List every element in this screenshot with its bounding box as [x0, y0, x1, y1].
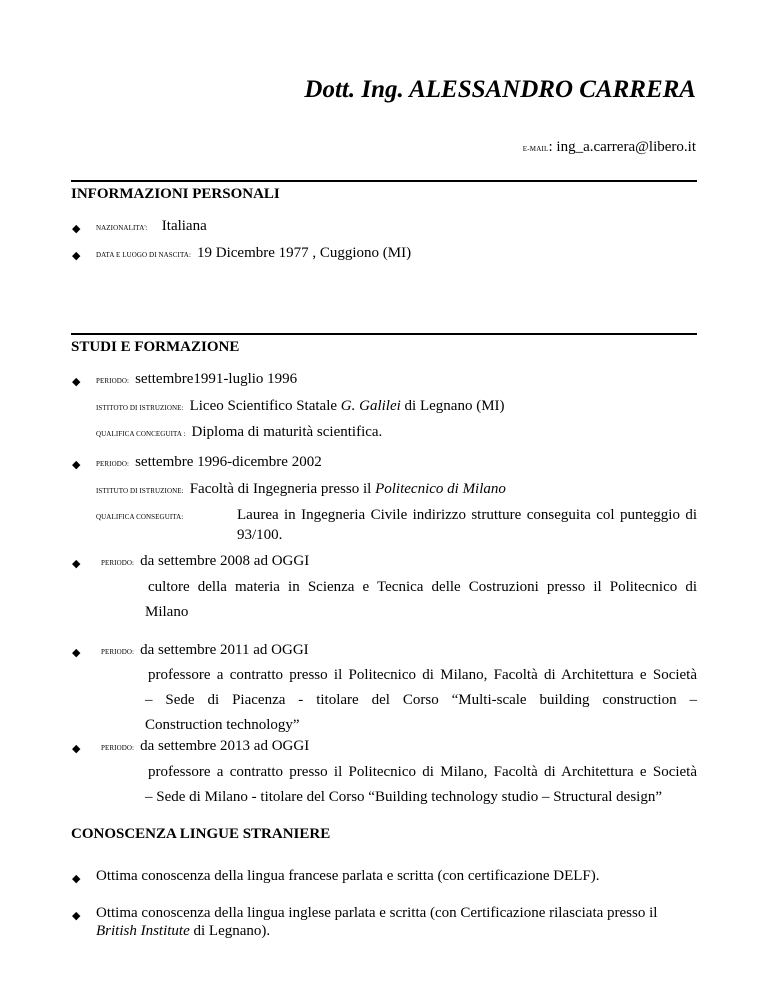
entry5-desc-line2: – Sede di Milano - titolare del Corso “Building technology studio – Structural design” — [145, 789, 663, 805]
diamond-bullet-icon: ◆ — [72, 910, 81, 922]
entry1-period — [96, 371, 297, 388]
institute-value-post: di Legnano (MI) — [400, 398, 505, 414]
diamond-bullet-icon: ◆ — [72, 223, 81, 235]
qualification-value: Diploma di maturità scientifica. — [191, 424, 383, 440]
entry4-desc-line1: professore a contratto presso il Politecnico di Milano, Facoltà di Architettura e Società — [148, 667, 697, 683]
language-item-english-post: di Legnano). — [189, 923, 271, 939]
institute-value-italic: Politecnico di Milano — [375, 481, 506, 497]
diamond-bullet-icon: ◆ — [72, 459, 81, 471]
email-value[interactable]: : ing_a.carrera@libero.it — [548, 139, 696, 155]
entry2-period — [96, 454, 322, 471]
diamond-bullet-icon: ◆ — [72, 743, 81, 755]
period-value: da settembre 2008 ad OGGI — [140, 553, 310, 569]
diamond-bullet-icon: ◆ — [72, 873, 81, 885]
period-value: settembre1991-luglio 1996 — [135, 371, 298, 387]
language-item-english-line1: Ottima conoscenza della lingua inglese parlata e scritta (con Certificazione rilasciata presso il — [96, 905, 658, 921]
institute-value-italic: G. Galilei — [340, 398, 401, 414]
birth-label: DATA E LUOGO DI NASCITA: — [96, 251, 191, 259]
period-value: da settembre 2013 ad OGGI — [140, 738, 310, 754]
nationality-value: Italiana — [161, 218, 207, 234]
entry3-period — [101, 553, 309, 570]
diamond-bullet-icon: ◆ — [72, 647, 81, 659]
entry3-desc-line2: Milano — [145, 604, 189, 620]
section-divider — [71, 333, 697, 335]
nationality-row — [96, 218, 207, 235]
entry5-desc-line1: professore a contratto presso il Politecnico di Milano, Facoltà di Architettura e Società — [148, 764, 697, 780]
email-label: E-MAIL — [522, 145, 549, 153]
section-heading-personal: INFORMAZIONI PERSONALI — [71, 186, 280, 202]
section-divider — [71, 180, 697, 182]
period-label: PERIODO: — [101, 744, 135, 752]
section-heading-studies: STUDI E FORMAZIONE — [71, 339, 240, 355]
institute-value: Facoltà di Ingegneria presso il — [189, 481, 376, 497]
entry1-qualification — [96, 424, 382, 441]
period-label: PERIODO: — [101, 559, 135, 567]
institute-label: ISTITUTO DI ISTRUZIONE: — [96, 487, 184, 495]
birth-row — [96, 245, 411, 262]
language-item-english-line2 — [96, 923, 270, 940]
institute-value: Liceo Scientifico Statale — [189, 398, 341, 414]
language-item-french: Ottima conoscenza della lingua francese parlata e scritta (con certificazione DELF). — [96, 868, 600, 884]
institute-name-italic: British Institute — [96, 923, 190, 939]
period-value: da settembre 2011 ad OGGI — [140, 642, 309, 658]
entry3-desc-line1: cultore della materia in Scienza e Tecnica delle Costruzioni presso il Politecnico di — [148, 579, 697, 595]
period-label: PERIODO: — [101, 648, 135, 656]
entry5-period — [101, 738, 309, 755]
entry4-period — [101, 642, 309, 659]
entry2-institute — [96, 481, 506, 498]
qualification-label: QUALIFICA CONCEGUITA : — [96, 430, 186, 438]
entry1-institute — [96, 398, 505, 415]
period-value: settembre 1996-dicembre 2002 — [135, 454, 322, 470]
email-line — [523, 139, 696, 156]
document-title: Dott. Ing. ALESSANDRO CARRERA — [304, 76, 696, 103]
nationality-label: NAZIONALITA': — [96, 224, 148, 232]
period-label: PERIODO: — [96, 460, 130, 468]
institute-label: ISTITOTO DI ISTRUZIONE: — [96, 404, 184, 412]
diamond-bullet-icon: ◆ — [72, 558, 81, 570]
entry2-qualification-line2: 93/100. — [237, 527, 283, 543]
section-heading-languages: CONOSCENZA LINGUE STRANIERE — [71, 826, 331, 842]
diamond-bullet-icon: ◆ — [72, 250, 81, 262]
qualification-label: QUALIFICA CONSEGUITA: — [96, 513, 184, 521]
entry2-qualification-label — [96, 507, 189, 524]
diamond-bullet-icon: ◆ — [72, 376, 81, 388]
period-label: PERIODO: — [96, 377, 130, 385]
entry2-qualification-line1: Laurea in Ingegneria Civile indirizzo strutture conseguita col punteggio di — [237, 507, 697, 523]
entry4-desc-line2: – Sede di Piacenza - titolare del Corso “Multi-scale building construction – — [145, 692, 697, 708]
entry4-desc-line3: Construction technology” — [145, 717, 300, 733]
birth-value: 19 Dicembre 1977 , Cuggiono (MI) — [197, 245, 412, 261]
